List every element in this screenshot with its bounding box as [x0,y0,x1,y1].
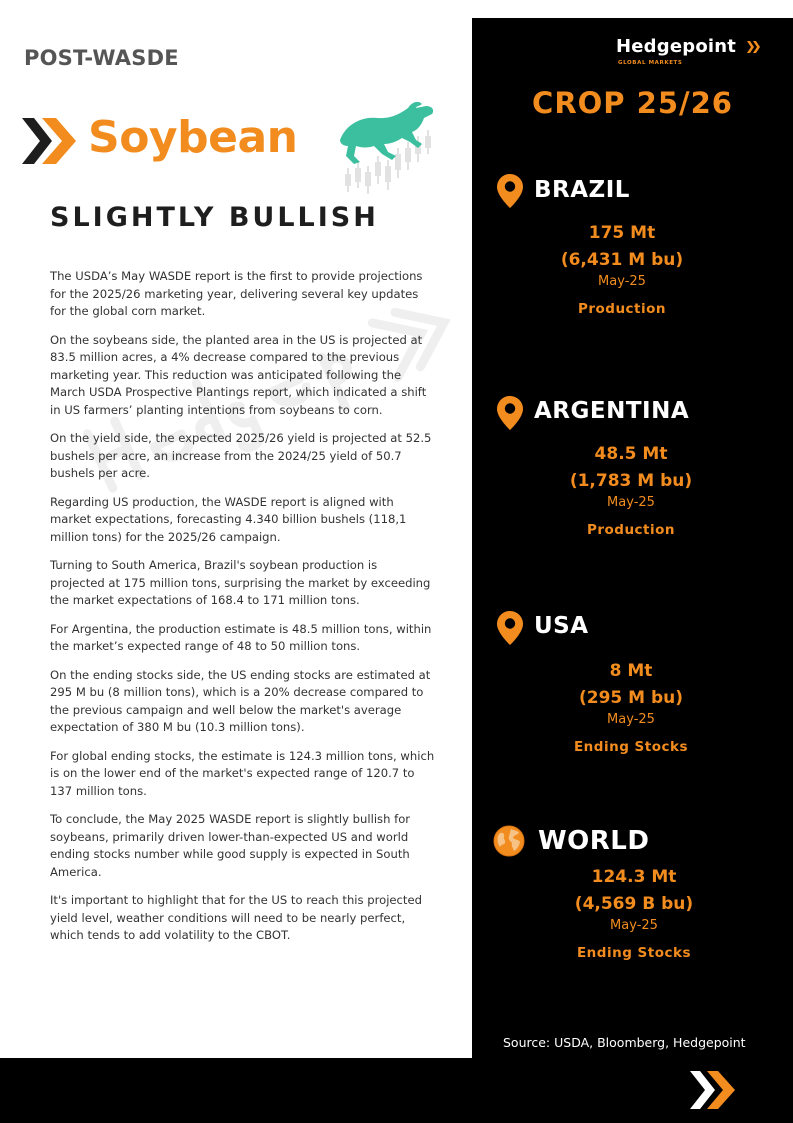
double-chevron-icon [690,1071,738,1109]
logo-subtitle: GLOBAL MARKETS [618,60,683,66]
body-paragraph: To conclude, the May 2025 WASDE report is slightly bullish for soybeans, primarily driven lower-than-expected US and world ending stocks number while good supply is expected in South America. [50,812,411,879]
double-chevron-icon [22,118,78,164]
region-name-brazil: BRAZIL [534,177,630,203]
stat-date: May-25 [610,918,658,933]
commodity-title: Soybean [88,112,298,163]
stat-value: 175 Mt [588,223,656,243]
location-pin-icon [497,396,523,430]
location-pin-icon [497,174,523,208]
stat-value-alt: (295 M bu) [578,688,684,708]
stat-value-alt: (6,431 M bu) [560,250,684,270]
stat-date: May-25 [607,495,655,510]
bull-icon [336,100,438,196]
body-paragraph: For global ending stocks, the estimate is 124.3 million tons, which is on the lower end of the market's expected range of 120.7 to 137 million tons. [50,748,435,798]
stat-metric: Production [586,522,676,538]
hedgepoint-logo [616,36,766,72]
stat-value-alt: (1,783 M bu) [569,471,693,491]
body-paragraph: Regarding US production, the WASDE report is aligned with market expectations, forecasting 4.340 billion bushels (118,1 million tons) for the 2025/26 campaign. [50,494,407,544]
body-paragraph: On the yield side, the expected 2025/26 yield is projected at 52.5 bushels per acre, an increase from the 2024/25 yield of 50.7 bushels per acre. [50,431,432,480]
region-name-argentina: ARGENTINA [534,398,690,424]
crop-title: CROP 25/26 [532,86,733,120]
region-name-world: WORLD [538,826,650,856]
globe-icon [493,825,525,857]
stat-metric: Ending Stocks [573,739,689,755]
stat-brazil [512,220,732,317]
region-name-usa: USA [534,613,589,639]
stat-metric: Ending Stocks [576,945,692,961]
body-paragraph: Turning to South America, Brazil's soybean production is projected at 175 million tons, surprising the market by exceeding the market expectations of 168.4 to 171 million tons. [50,558,431,607]
body-paragraph: For Argentina, the production estimate is 48.5 million tons, within the market’s expected range of 48 to 50 million tons. [50,621,432,653]
stat-value: 124.3 Mt [591,867,677,887]
stat-argentina [521,441,741,538]
stat-value: 48.5 Mt [594,444,668,464]
stat-metric: Production [577,301,667,317]
body-paragraph: On the soybeans side, the planted area in the US is projected at 83.5 million acres, a 4% decrease compared to the previous marketing year. This reduction was anticipated following the March USDA Prospective Plantings report, which indicated a shift in US farmers’ planting intentions from soybeans to corn. [50,332,427,417]
source-note: Source: USDA, Bloomberg, Hedgepoint [503,1035,746,1050]
body-paragraph: The USDA’s May WASDE report is the first to provide projections for the 2025/26 marketing year, delivering several key updates for the global corn market. [50,269,423,318]
stat-date: May-25 [598,274,646,289]
body-paragraph: It's important to highlight that for the US to reach this projected yield level, weather conditions will need to be nearly perfect, which tends to add volatility to the CBOT. [50,893,422,942]
footer-bar [0,1058,793,1123]
analysis-body [50,268,435,956]
report-label: POST-WASDE [24,46,179,70]
stat-date: May-25 [607,712,655,727]
stat-usa [521,658,741,755]
stat-value-alt: (4,569 B bu) [574,894,694,914]
outlook-heading: SLIGHTLY BULLISH [50,202,379,233]
stat-value: 8 Mt [609,661,653,681]
double-chevron-icon [747,41,761,53]
stat-world [524,864,744,961]
body-paragraph: On the ending stocks side, the US ending stocks are estimated at 295 M bu (8 million tons), which is a 20% decrease compared to the previous campaign and well below the market's average expectation of 380 M bu (10.3 million tons). [50,667,431,734]
location-pin-icon [497,611,523,645]
logo-name: Hedgepoint [616,36,737,57]
